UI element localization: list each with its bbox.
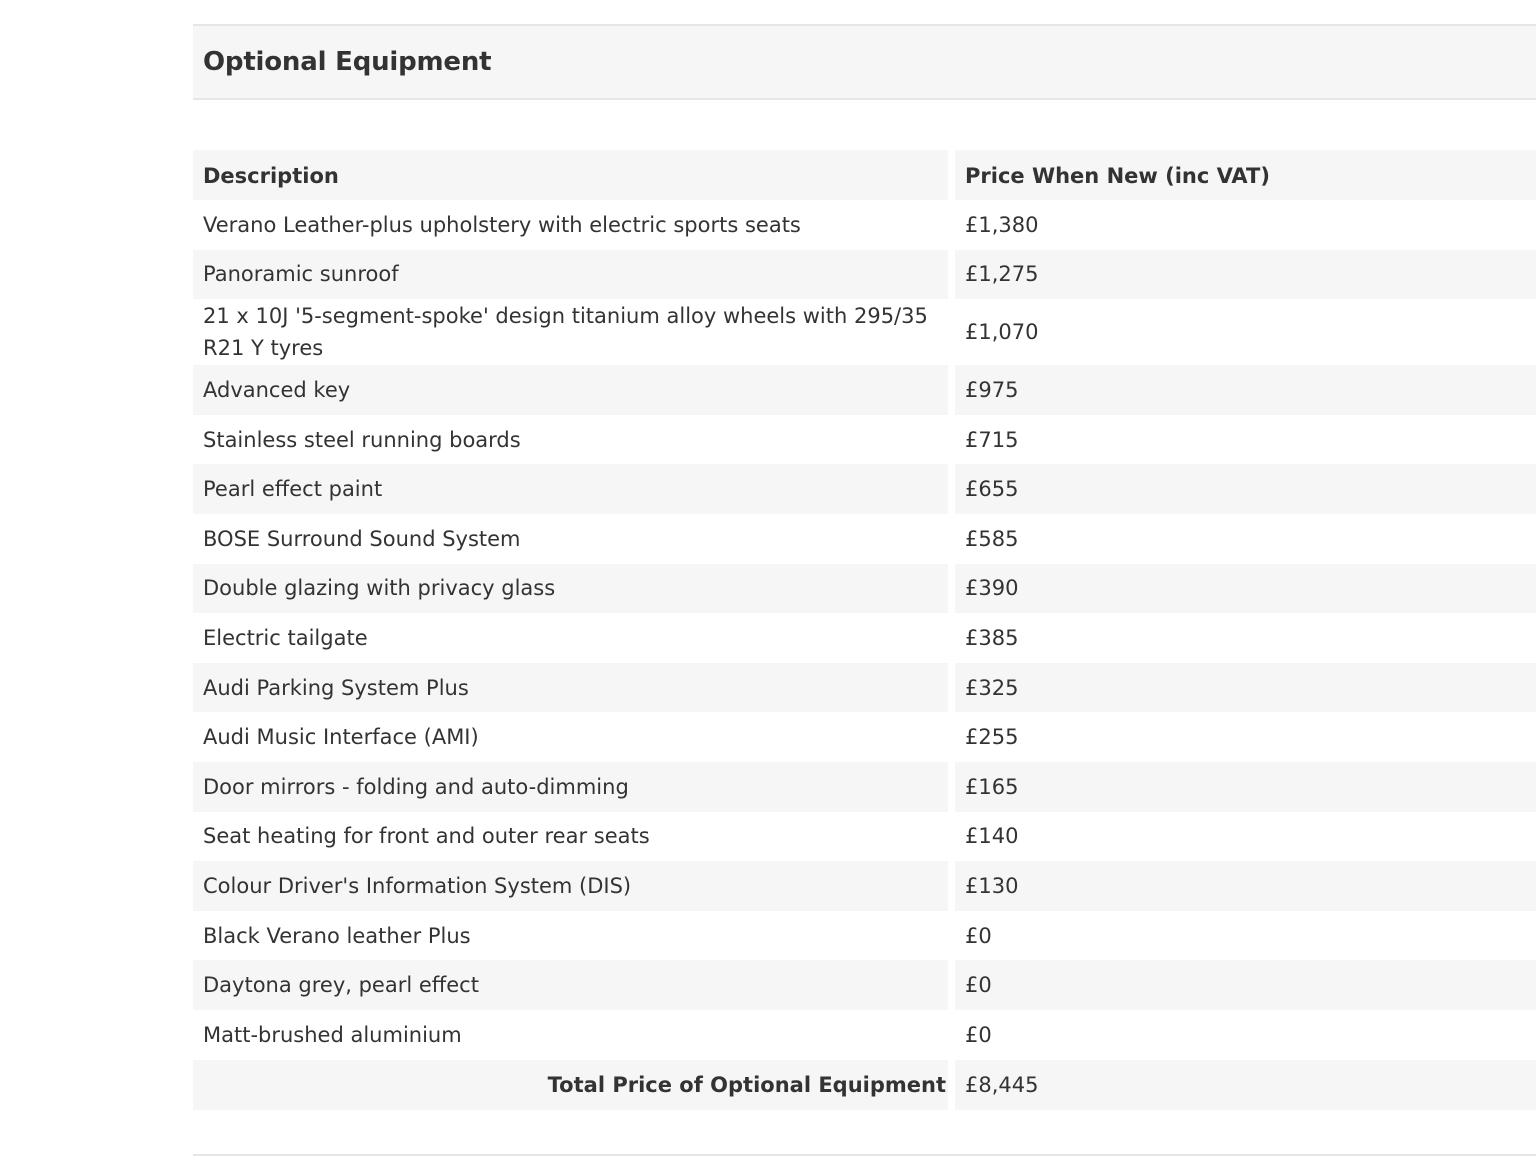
row-price: £1,070 xyxy=(955,299,1536,365)
column-header-price: Price When New (inc VAT) xyxy=(955,150,1536,200)
optional-equipment-table xyxy=(186,150,1536,1110)
row-price: £130 xyxy=(955,861,1536,911)
panel-heading xyxy=(193,26,1536,100)
table-row xyxy=(193,250,1536,300)
row-price: £385 xyxy=(955,613,1536,663)
row-price: £140 xyxy=(955,812,1536,862)
row-description: Audi Music Interface (AMI) xyxy=(193,712,948,762)
row-price: £325 xyxy=(955,663,1536,713)
row-price: £0 xyxy=(955,911,1536,961)
row-description: Panoramic sunroof xyxy=(193,250,948,300)
table-row xyxy=(193,464,1536,514)
row-price: £1,380 xyxy=(955,200,1536,250)
table-row xyxy=(193,415,1536,465)
row-price: £390 xyxy=(955,564,1536,614)
row-description: Matt-brushed aluminium xyxy=(193,1010,948,1060)
table-row xyxy=(193,1010,1536,1060)
row-price: £715 xyxy=(955,415,1536,465)
row-description: 21 x 10J '5-segment-spoke' design titanium alloy wheels with 295/35 R21 Y tyres xyxy=(193,299,948,365)
row-description: Door mirrors - folding and auto-dimming xyxy=(193,762,948,812)
total-label: Total Price of Optional Equipment xyxy=(193,1060,948,1110)
row-description: Seat heating for front and outer rear seats xyxy=(193,812,948,862)
row-price: £0 xyxy=(955,960,1536,1010)
table-row xyxy=(193,960,1536,1010)
row-description: Advanced key xyxy=(193,365,948,415)
table-row xyxy=(193,762,1536,812)
row-price: £655 xyxy=(955,464,1536,514)
table-row xyxy=(193,564,1536,614)
table-row xyxy=(193,299,1536,365)
table-row xyxy=(193,514,1536,564)
row-description: Verano Leather-plus upholstery with electric sports seats xyxy=(193,200,948,250)
total-row xyxy=(193,1060,1536,1110)
table-row xyxy=(193,911,1536,961)
table-row xyxy=(193,812,1536,862)
table-row xyxy=(193,365,1536,415)
row-description: Audi Parking System Plus xyxy=(193,663,948,713)
table-row xyxy=(193,200,1536,250)
row-price: £975 xyxy=(955,365,1536,415)
page-title: Optional Equipment xyxy=(203,47,492,77)
row-description: Electric tailgate xyxy=(193,613,948,663)
table-row xyxy=(193,712,1536,762)
table-row xyxy=(193,663,1536,713)
row-description: Daytona grey, pearl effect xyxy=(193,960,948,1010)
table-header-row xyxy=(193,150,1536,200)
row-description: Pearl effect paint xyxy=(193,464,948,514)
row-price: £1,275 xyxy=(955,250,1536,300)
row-description: Colour Driver's Information System (DIS) xyxy=(193,861,948,911)
total-value: £8,445 xyxy=(955,1060,1536,1110)
row-price: £585 xyxy=(955,514,1536,564)
table-row xyxy=(193,861,1536,911)
row-price: £165 xyxy=(955,762,1536,812)
row-description: Double glazing with privacy glass xyxy=(193,564,948,614)
row-price: £0 xyxy=(955,1010,1536,1060)
row-description: Stainless steel running boards xyxy=(193,415,948,465)
table-row xyxy=(193,613,1536,663)
optional-equipment-panel xyxy=(193,24,1536,1156)
row-price: £255 xyxy=(955,712,1536,762)
column-header-description: Description xyxy=(193,150,948,200)
row-description: Black Verano leather Plus xyxy=(193,911,948,961)
row-description: BOSE Surround Sound System xyxy=(193,514,948,564)
